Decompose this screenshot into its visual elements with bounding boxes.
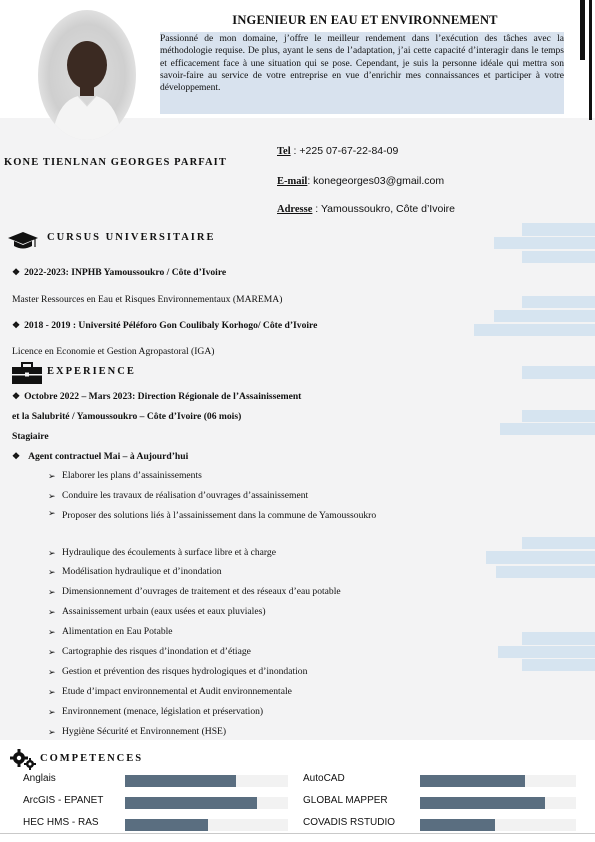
profile-photo <box>38 10 136 140</box>
cursus-item-2-heading: ❖ 2018 - 2019 : Université Péléforo Gon Coulibaly Korhogo/ Côte d’Ivoire <box>12 320 318 331</box>
skill-level-fill <box>420 775 525 787</box>
decor-block <box>522 366 595 379</box>
skill-label: COVADIS RSTUDIO <box>303 817 396 828</box>
skill-level-fill <box>125 819 208 831</box>
arrow-bullet-icon: ➢ <box>48 706 56 717</box>
skill-level-bar <box>125 775 288 787</box>
decor-block <box>486 551 595 564</box>
skill-label: GLOBAL MAPPER <box>303 795 388 806</box>
skill-level-bar <box>125 797 288 809</box>
graduation-cap-icon <box>8 230 38 250</box>
skill-level-bar <box>420 819 576 831</box>
diamond-bullet-icon: ❖ <box>12 391 21 401</box>
list-item: ➢ Alimentation en Eau Potable <box>48 626 173 638</box>
contact-phone <box>277 145 398 157</box>
email-label: E-mail <box>277 176 308 187</box>
decor-block <box>498 646 595 658</box>
skill-label: ArcGIS - EPANET <box>23 795 104 806</box>
arrow-bullet-icon: ➢ <box>48 726 56 737</box>
list-item: ➢ Etude d’impact environnemental et Audit environnementale <box>48 685 292 697</box>
arrow-bullet-icon: ➢ <box>48 547 56 558</box>
decor-block <box>522 659 595 671</box>
section-title-competences: COMPETENCES <box>40 753 144 764</box>
skill-level-fill <box>125 775 236 787</box>
decor-block <box>522 410 595 422</box>
list-item: ➢ Hydraulique des écoulements à surface libre et à charge <box>48 546 276 558</box>
skill-level-fill <box>420 819 495 831</box>
decorative-bar <box>589 0 592 120</box>
profile-summary: Passionné de mon domaine, j’offre le meilleur rendement dans l’exécution des tâches avec la méthodologie requise. De plus, ayant le sens de l’adaptation, j’ai cette capacité d’interagir dans le temps et efficacement face à une situation qui se pose. Cependant, je suis la personne idéale qui mettra son savoir-faire au service de votre entreprise en vue d’enrichir mes connaissances et participer à votre développement. <box>160 32 564 114</box>
diamond-bullet-icon: ❖ <box>12 451 21 461</box>
skill-level-fill <box>125 797 257 809</box>
person-portrait-icon <box>38 10 136 140</box>
bottom-rule <box>0 833 595 834</box>
diamond-bullet-icon: ❖ <box>12 320 21 330</box>
arrow-bullet-icon: ➢ <box>48 647 56 658</box>
task-list <box>48 469 422 744</box>
list-item: ➢ Cartographie des risques d’inondation et d’étiage <box>48 646 251 658</box>
arrow-bullet-icon: ➢ <box>48 686 56 697</box>
skill-level-fill <box>420 797 545 809</box>
arrow-bullet-icon: ➢ <box>48 507 56 518</box>
decor-block <box>496 566 595 578</box>
arrow-bullet-icon: ➢ <box>48 627 56 638</box>
list-item: ➢ Hygiène Sécurité et Environnement (HSE) <box>48 725 227 737</box>
email-value[interactable]: : konegeorges03@gmail.com <box>307 175 445 187</box>
candidate-name: KONE TIENLNAN GEORGES PARFAIT <box>4 157 227 168</box>
job-1-line-1: ❖ Octobre 2022 – Mars 2023: Direction Régionale de l’Assainissement <box>12 391 302 402</box>
arrow-bullet-icon: ➢ <box>48 567 56 578</box>
skill-label: HEC HMS - RAS <box>23 817 99 828</box>
briefcase-icon <box>12 362 42 384</box>
arrow-bullet-icon: ➢ <box>48 587 56 598</box>
arrow-bullet-icon: ➢ <box>48 471 56 481</box>
job-1-line-2: et la Salubrité / Yamoussoukro – Côte d’Ivoire (06 mois) <box>12 411 242 422</box>
skill-level-bar <box>420 775 576 787</box>
list-item: ➢ Modélisation hydraulique et d’inondation <box>48 566 222 578</box>
cursus-item-1-heading: ❖ 2022-2023: INPHB Yamoussoukro / Côte d’Ivoire <box>12 267 227 278</box>
phone-value: : +225 07-67-22-84-09 <box>290 145 399 157</box>
skill-level-bar <box>125 819 288 831</box>
decor-block <box>494 237 595 249</box>
cursus-item-2-detail: Licence en Economie et Gestion Agropastoral (IGA) <box>12 346 215 357</box>
list-item: ➢ Assainissement urbain (eaux usées et eaux pluviales) <box>48 606 266 618</box>
decor-block <box>522 223 595 236</box>
gears-icon <box>10 748 36 770</box>
address-value: : Yamoussoukro, Côte d’Ivoire <box>312 203 455 215</box>
decor-block <box>522 251 595 263</box>
skill-level-bar <box>420 797 576 809</box>
list-item: ➢ Gestion et prévention des risques hydrologiques et d’inondation <box>48 665 308 677</box>
arrow-bullet-icon: ➢ <box>48 666 56 677</box>
contact-address <box>277 203 455 215</box>
diamond-bullet-icon: ❖ <box>12 267 21 277</box>
cursus-item-1-detail: Master Ressources en Eau et Risques Environnementaux (MAREMA) <box>12 294 283 305</box>
job-2-title: ❖ Agent contractuel Mai – à Aujourd’hui <box>12 451 189 462</box>
list-item: ➢ Elaborer les plans d’assainissements <box>48 470 202 481</box>
phone-label: Tel <box>277 146 291 157</box>
decor-block <box>522 296 595 308</box>
decor-block <box>494 310 595 322</box>
list-item: ➢ Dimensionnement d’ouvrages de traitement et des réseaux d’eau potable <box>48 586 341 598</box>
job-1-role: Stagiaire <box>12 431 49 442</box>
arrow-bullet-icon: ➢ <box>48 607 56 618</box>
decor-block <box>522 537 595 549</box>
decor-block <box>522 632 595 645</box>
decorative-bar <box>580 0 585 60</box>
skill-label: AutoCAD <box>303 773 345 784</box>
list-item: ➢ Conduire les travaux de réalisation d’ouvrages d’assainissement <box>48 489 309 501</box>
address-label: Adresse <box>277 204 313 215</box>
section-title-experience: EXPERIENCE <box>47 366 136 377</box>
decor-block <box>474 324 595 336</box>
contact-email <box>277 175 444 187</box>
skill-label: Anglais <box>23 773 56 784</box>
list-item: ➢ Proposer des solutions liés à l’assainissement dans la commune de Yamoussoukro <box>48 507 377 521</box>
job-title: INGENIEUR EN EAU ET ENVIRONNEMENT <box>232 13 498 27</box>
decor-block <box>500 423 595 435</box>
arrow-bullet-icon: ➢ <box>48 490 56 501</box>
list-item: ➢ Environnement (menace, législation et préservation) <box>48 705 264 717</box>
section-title-cursus: CURSUS UNIVERSITAIRE <box>47 232 216 243</box>
